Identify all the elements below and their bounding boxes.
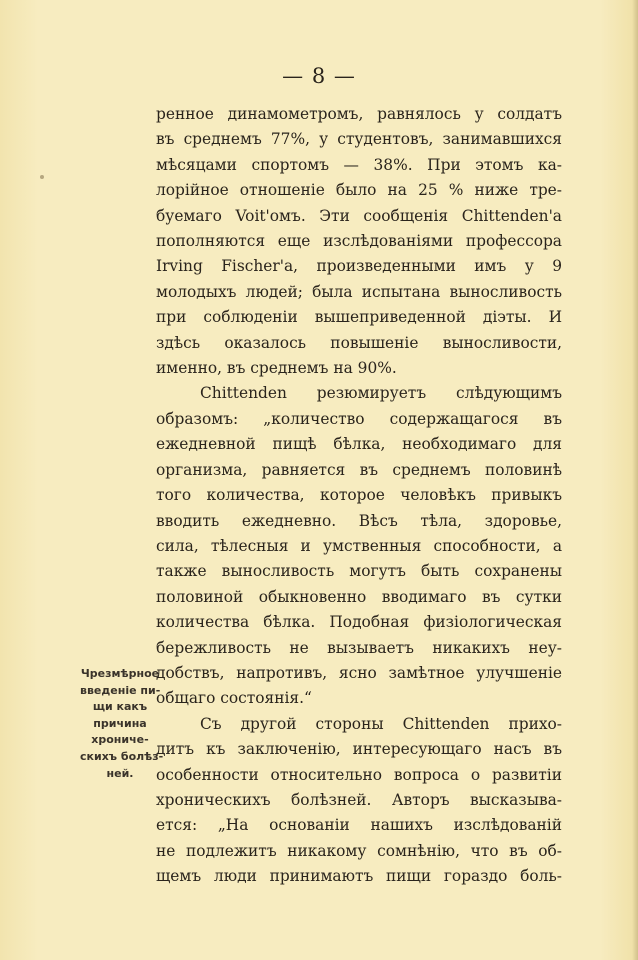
text-line: именно, въ среднемъ на 90%. [156,359,397,378]
text-line: того количества, которое человѣкъ привыкъ [156,486,562,505]
text-line: половиной обыкновенно вводимаго въ сутки [156,587,562,606]
text-line: дитъ къ заключенію, интересующаго насъ въ [156,740,562,759]
margin-note-line: Чрезмѣрное [80,667,160,680]
text-line: особенности относительно вопроса о развитіи [156,765,562,784]
text-line: также выносливость могутъ быть сохранены [156,562,562,581]
margin-note-line: причина [93,716,147,730]
text-line: щемъ люди принимаютъ пищи гораздо боль- [156,867,562,886]
text-line: количества бѣлка. Подобная физіологическая [156,613,562,632]
paper-speck [40,175,44,179]
page-number: — 8 — [282,64,356,88]
text-line: буемаго Voit'омъ. Эти сообщенія Chittenden'а [156,206,562,225]
text-line: хроническихъ болѣзней. Авторъ высказыва- [156,790,562,809]
text-line: не подлежитъ никакому сомнѣнію, что въ об- [156,841,562,860]
page-edge-shadow [632,0,638,960]
text-line: Chittenden резюмируетъ слѣдующимъ [200,384,562,403]
text-line: ется: „На основаніи нашихъ изслѣдованій [156,816,562,835]
text-line: молодыхъ людей; была испытана выносливость [156,282,562,301]
text-line: въ среднемъ 77%, у студентовъ, занимавшихся [156,130,562,149]
text-line: Irving Fischer'а, произведенными имъ у 9 [156,257,562,276]
text-line: ежедневной пищѣ бѣлка, необходимаго для [156,435,562,454]
text-line: мѣсяцами спортомъ — 38%. При этомъ ка- [156,155,562,174]
text-line: ренное динамометромъ, равнялось у солдатъ [156,105,562,123]
text-line: лорійное отношеніе было на 25 % ниже тре- [156,181,562,200]
margin-note-line: хрониче- [91,733,149,747]
text-line: при соблюденіи вышеприведенной діэты. И [156,308,562,327]
text-line: бережливость не вызываетъ никакихъ неу- [156,638,562,657]
margin-note [80,666,164,782]
text-line: здѣсь оказалось повышеніе выносливости, [156,333,562,352]
body-text [156,102,562,890]
text-line: Съ другой стороны Chittenden прихо- [200,714,562,733]
text-line: вводить ежедневно. Вѣсъ тѣла, здоровье, [156,511,562,530]
text-line: добствъ, напротивъ, ясно замѣтное улучшеніе [156,663,562,682]
text-line: организма, равняется въ среднемъ половинѣ [156,460,562,479]
text-line: пополняются еще изслѣдованіями профессора [156,232,562,251]
margin-note-line: скихъ болѣз- [80,749,164,763]
margin-note-line: ней. [106,766,134,780]
text-line: общаго состоянія.“ [156,689,312,708]
text-line: сила, тѣлесныя и умственныя способности, а [156,536,562,555]
margin-note-line: щи какъ [92,700,148,714]
margin-note-line: введеніе пи- [80,683,161,697]
text-line: образомъ: „количество содержащагося въ [156,409,562,428]
